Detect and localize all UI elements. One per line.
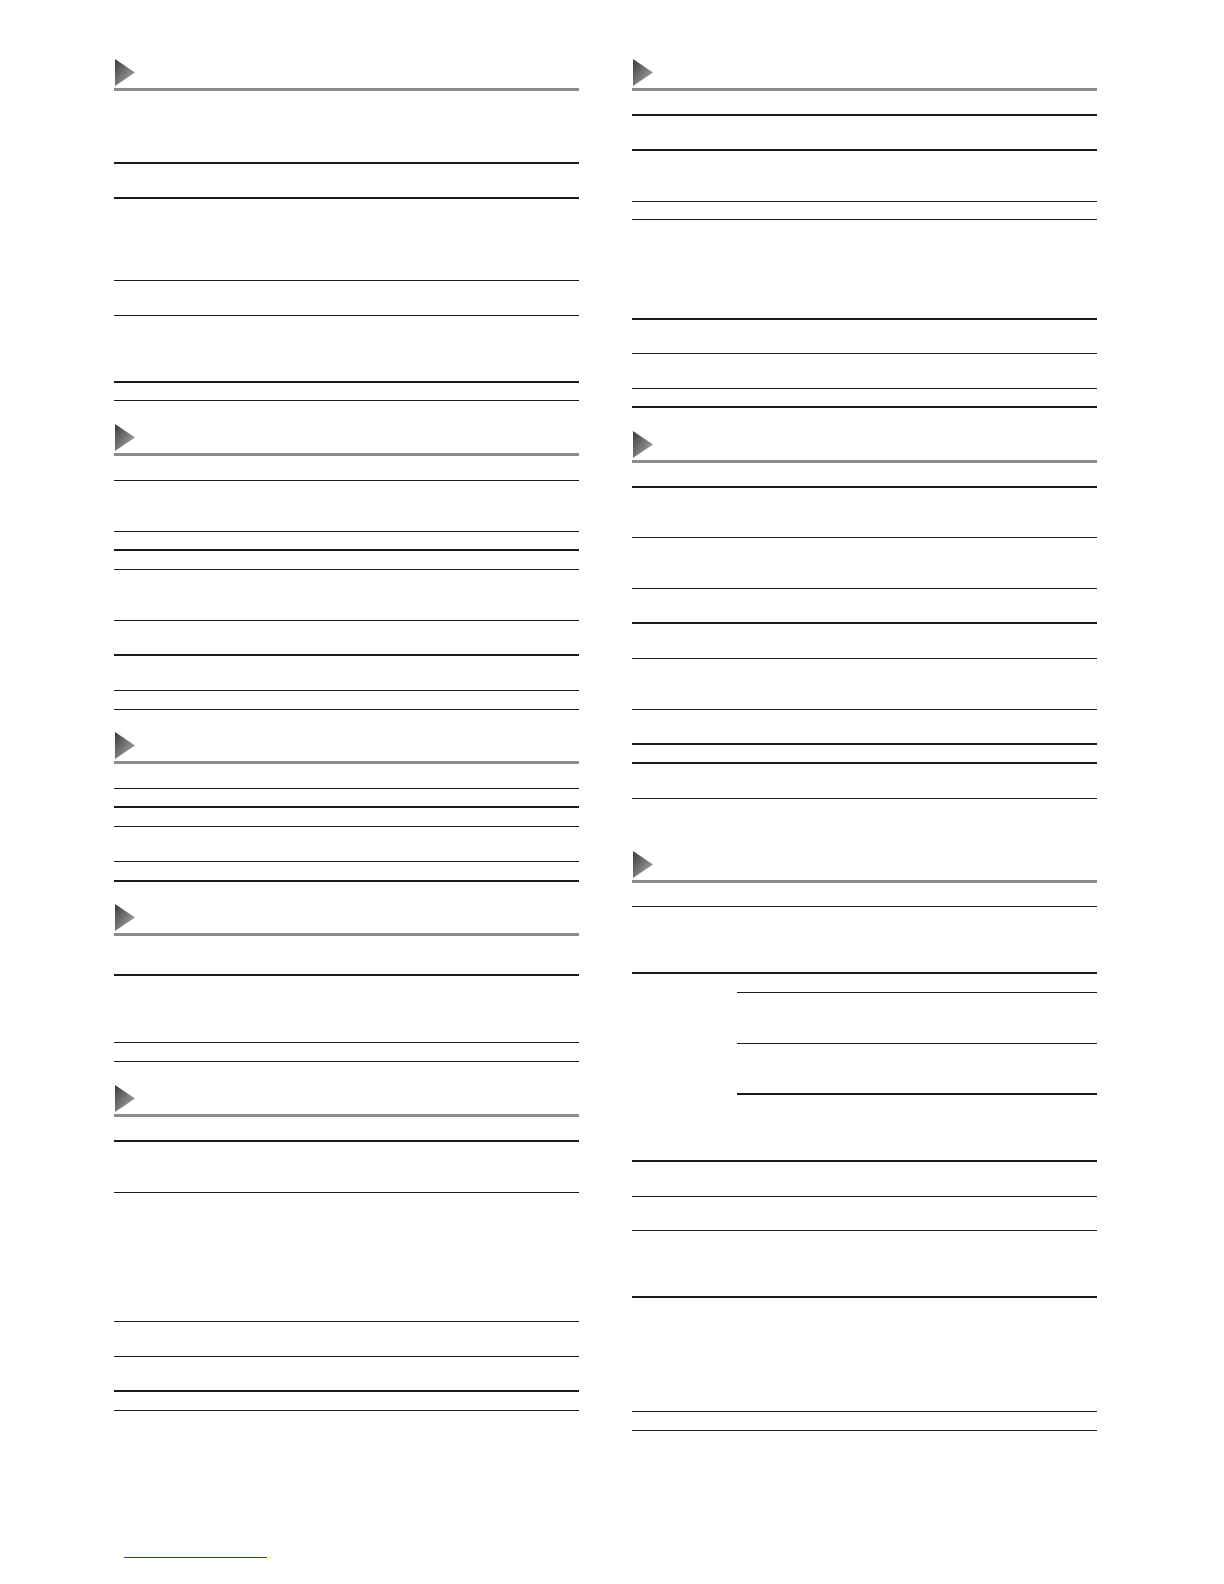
table-bottom-rule <box>114 1410 579 1411</box>
play-arrow-icon <box>115 1085 135 1112</box>
play-arrow-icon <box>115 59 135 86</box>
play-arrow-icon <box>115 732 135 759</box>
table-row-rule <box>632 318 1097 320</box>
table-header-rule <box>632 149 1097 151</box>
table-row-rule <box>114 280 579 281</box>
footnote-link-underline[interactable] <box>124 1557 267 1558</box>
table-bottom-rule <box>632 798 1097 799</box>
table-bottom-rule <box>114 709 579 710</box>
table-row-rule <box>114 480 579 481</box>
table-bottom-rule <box>632 406 1097 408</box>
table-row-rule <box>632 1230 1097 1231</box>
section-header <box>114 732 579 766</box>
table-row-rule <box>632 588 1097 589</box>
table-row-rule <box>114 531 579 532</box>
table-row-rule <box>114 806 579 808</box>
play-arrow-icon <box>115 904 135 931</box>
table-row-rule <box>114 569 579 570</box>
section-header <box>632 431 1097 465</box>
table-row-rule <box>114 1356 579 1357</box>
section-rule <box>114 933 579 936</box>
table-row-rule <box>632 1411 1097 1412</box>
play-arrow-icon <box>633 851 653 878</box>
play-arrow-icon <box>633 59 653 86</box>
table-row-rule <box>632 201 1097 202</box>
table-subrow-rule <box>737 992 1097 993</box>
table-row-rule <box>114 315 579 316</box>
table-header-rule <box>632 972 1097 974</box>
section-header <box>114 59 579 93</box>
table-row-rule <box>632 743 1097 745</box>
table-row-rule <box>114 1042 579 1043</box>
table-row-rule <box>632 388 1097 389</box>
table-row-rule <box>114 1390 579 1392</box>
table-header-rule <box>632 486 1097 488</box>
section-header <box>114 424 579 458</box>
table-row-rule <box>632 709 1097 710</box>
section-rule <box>114 88 579 91</box>
section-rule <box>632 880 1097 883</box>
table-row-rule <box>632 658 1097 659</box>
section-rule <box>632 460 1097 463</box>
table-row-rule <box>632 219 1097 220</box>
table-row-rule <box>114 826 579 827</box>
table-row-rule <box>114 620 579 621</box>
table-top-rule <box>632 114 1097 116</box>
table-row-rule <box>632 762 1097 764</box>
section-rule <box>114 761 579 764</box>
table-row-rule <box>114 690 579 691</box>
section-header <box>632 59 1097 93</box>
table-row-rule <box>114 400 579 401</box>
table-bottom-rule <box>114 880 579 882</box>
table-bottom-rule <box>632 1430 1097 1431</box>
table-header-rule <box>114 974 579 976</box>
table-row-rule <box>632 1296 1097 1298</box>
table-top-rule <box>114 162 579 164</box>
table-bottom-rule <box>114 1061 579 1062</box>
table-row-rule <box>114 1321 579 1322</box>
table-row-rule <box>632 1196 1097 1197</box>
table-row-rule <box>114 788 579 789</box>
table-row-rule <box>114 549 579 551</box>
section-rule <box>114 1114 579 1117</box>
table-row-rule <box>632 622 1097 624</box>
table-row-rule <box>632 537 1097 538</box>
table-header-rule <box>114 197 579 199</box>
table-row-rule <box>632 1160 1097 1162</box>
section-rule <box>114 453 579 456</box>
section-header <box>114 904 579 938</box>
section-header <box>632 851 1097 885</box>
play-arrow-icon <box>115 424 135 451</box>
section-header <box>114 1085 579 1119</box>
table-row-rule <box>114 861 579 862</box>
table-row-rule <box>632 906 1097 907</box>
table-subrow-rule <box>737 1043 1097 1044</box>
play-arrow-icon <box>633 431 653 458</box>
table-row-rule <box>114 1192 579 1193</box>
table-row-rule <box>114 654 579 656</box>
table-header-rule <box>114 1140 579 1142</box>
table-subrow-rule <box>737 1093 1097 1095</box>
table-bottom-rule <box>114 381 579 383</box>
section-rule <box>632 88 1097 91</box>
table-row-rule <box>632 353 1097 354</box>
